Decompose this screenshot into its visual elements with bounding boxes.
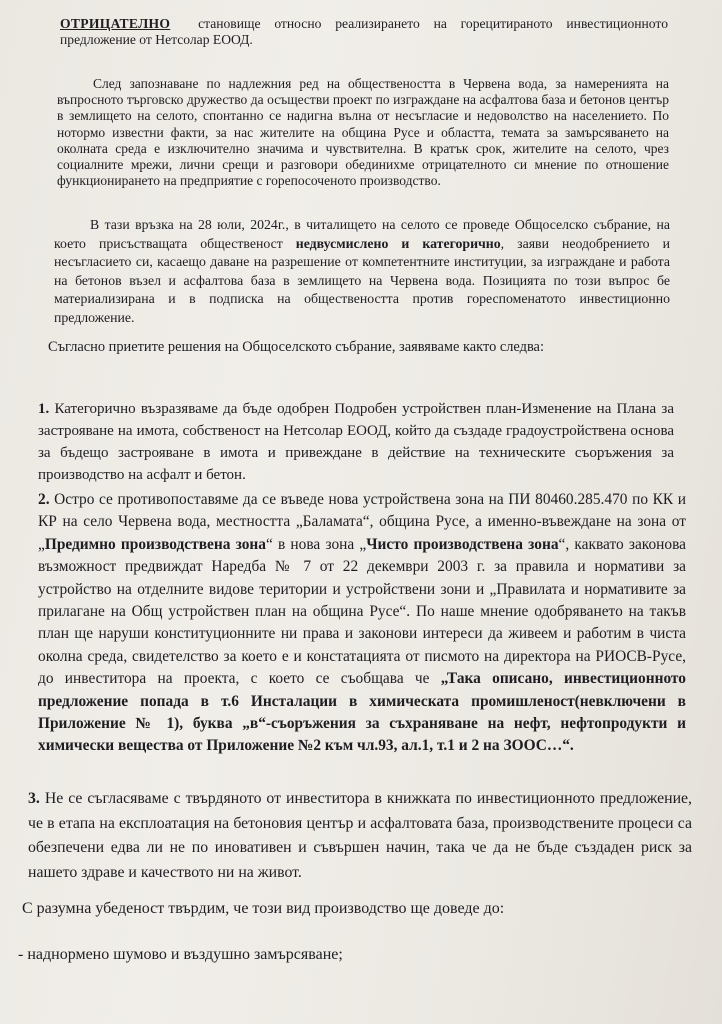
intro-paragraph-2-end: , заяви неодобрението и несъгласието си, касаещо даване на разрешение от компетентните институции, за изграждане и работа на бетонов възел и асфалтова база в землището на Червена вода. Позицията по този въпрос бе материализирана и в подписка на обществеността против гореспоменатото инвестиционно предложение. <box>54 235 670 325</box>
point-1-number: 1. <box>38 401 50 417</box>
point-2-text-b: “ в нова зона „ <box>265 535 367 553</box>
point-2 <box>38 489 686 758</box>
intro-paragraph-2 <box>54 216 670 328</box>
point-3 <box>28 787 692 885</box>
point-3-number: 3. <box>28 790 40 807</box>
conclusion-bullet-1: - наднормено шумово и въздушно замърсяване; <box>18 946 343 963</box>
point-2-text-c: “, каквато законова възможност предвиждат Наредба № 7 от 22 декември 2003 г. за правила и нормативи за устройство на отделните видове територии и устройствени зони и „Правилата и нормативите за прилагане на Общ устройствен план на община Русе“. По наше мнение одобряването на такъв план ще наруши конституционните ни права и законови интереси да живеем и работим в чиста околна среда, свидетелство за което е и констатацията от писмото на директора на РИОСВ-Русе, до инвеститора на проекта, с което се съобщава че <box>38 535 686 688</box>
point-2-text-a: Остро се противопоставяме да се въведе нова устройствена зона на ПИ 80460.285.470 по КК и КР на село Червена вода, местността „Баламата“, община Русе, а именно-въвеждане на зона от „ <box>38 491 686 553</box>
point-2-quote: „Така описано, инвестиционното предложение попада в т.6 Инсталации в химическата промишленост(невключени в Приложение № 1), буква „в“-съоръжения за съхраняване на нефт, нефтопродукти и химически вещества от Приложение №2 към чл.93, ал.1, т.1 и 2 на ЗООС…“. <box>38 670 686 755</box>
point-2-number: 2. <box>38 491 50 508</box>
document-heading <box>60 16 668 48</box>
point-3-text: Не се съгласяваме с твърдяното от инвеститора в книжката по инвестиционното предложение, че в етапа на експлоатация на бетоновия център и асфалтовата база, производствените процеси са обезпечени едва ли не по иновативен и съвършен начин, така че да не бъде създаден риск за нашето здраве и качеството ни на живот. <box>28 790 692 881</box>
intro-paragraph-2-emphasis: недвусмислено и категорично <box>295 235 501 251</box>
point-1-text: Категорично възразяваме да бъде одобрен Подробен устройствен план-Изменение на Плана за застрояване на имота, собственост на Нетсолар ЕООД, който да създаде градоустройствена основа за бъдещо застрояване в имота и привеждане в действие на техническите съоръжения за производство на асфалт и бетон. <box>38 401 674 483</box>
point-2-zone-2: Чисто производствена зона <box>366 535 559 553</box>
heading-word-negative: ОТРИЦАТЕЛНО <box>60 16 171 31</box>
heading-text: становище относно реализирането на горецитираното инвестиционното предложение от Нетсолар ЕООД. <box>60 16 668 47</box>
conclusion-lead: С разумна убеденост твърдим, че този вид производство ще доведе до: <box>22 900 505 917</box>
intro-paragraph-1: След запознаване по надлежния ред на обществеността в Червена вода, за намеренията на въпросното търговско дружество да осъществи проект по изграждане на асфалтова база и бетонов център в землището на селото, спонтанно се надигна вълна от несъгласие и недоволство на населението. По нотормо известни факти, за нас жителите на община Русе и областта, темата за замърсяването на околната среда е изключително значима и чувствителна. В кратък срок, жителите на селото, чрез социалните мрежи, лични срещи и разговори обединихме отрицателното си мнение по отношение функционирането на предприятие с горепосоченото производство. <box>57 76 669 189</box>
point-2-zone-1: Предимно производствена зона <box>44 535 266 553</box>
point-1 <box>38 398 674 486</box>
intro-paragraph-2-start: В тази връзка на 28 юли, 2024г., в читалището на селото се проведе Общоселско събрание, на което присъстващата общественост <box>54 217 670 251</box>
intro-paragraph-3: Съгласно приетите решения на Общоселското събрание, заявяваме както следва: <box>48 339 544 355</box>
